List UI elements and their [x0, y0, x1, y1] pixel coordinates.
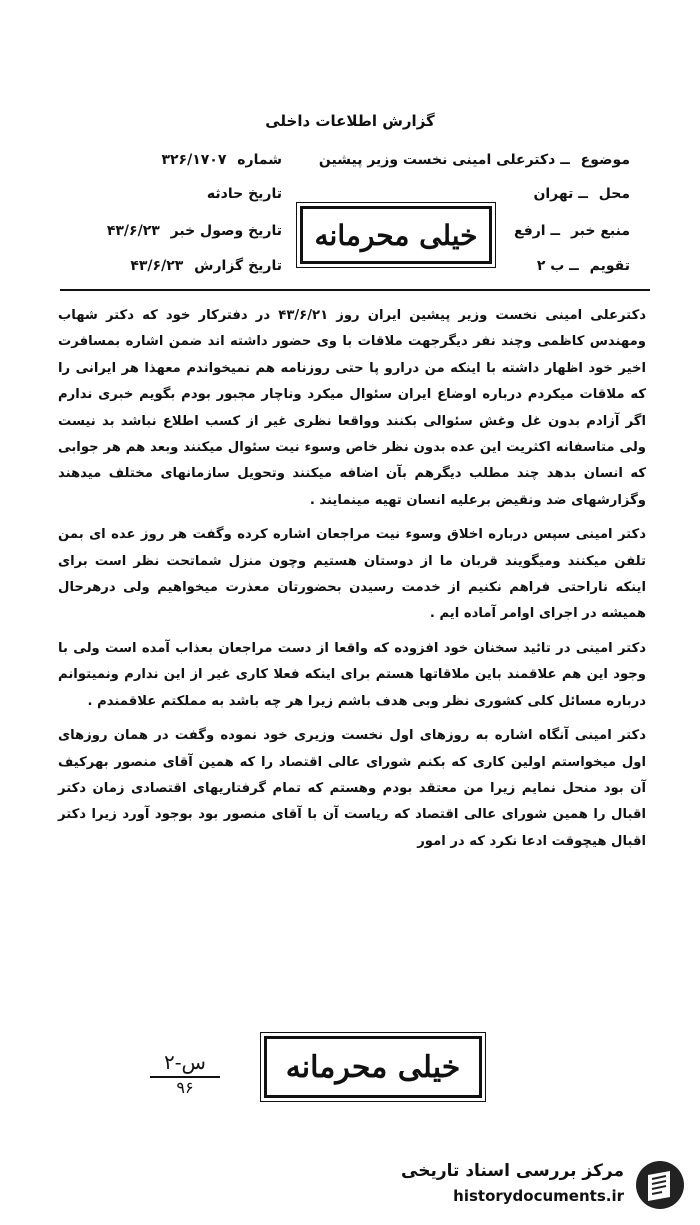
place-label: محل [598, 186, 630, 202]
number-value: ۳۲۶/۱۷۰۷ [161, 152, 227, 168]
paragraph: دکتر امینی سپس درباره اخلاق وسوء نیت مراجعان اشاره کرده وگفت هر روز عده ای بمن تلفن میکنند ومیگویند قربان ما از دوستان هستیم وچون منزل شماتحت نظر است برای اینکه ناراحتی فراهم نکنیم از خدمت رسیدن بحضورتان معذرت میخواهیم ولی درهرحال همیشه در اجرای اوامر آماده ایم . [58, 527, 646, 622]
number-field [161, 152, 282, 168]
event-date-field [201, 186, 282, 202]
report-date-value: ۴۳/۶/۲۳ [130, 258, 184, 274]
subject-value: دکترعلی امینی نخست وزیر پیشین [318, 152, 556, 168]
source-label: منبع خبر [570, 223, 630, 239]
watermark [386, 1155, 686, 1215]
archive-logo-icon [634, 1159, 686, 1211]
watermark-url[interactable]: historydocuments.ir [453, 1187, 624, 1205]
received-date-field [107, 223, 282, 239]
header-divider [60, 289, 650, 291]
calendar-label: تقویم [589, 258, 630, 274]
watermark-name: مرکز بررسی اسناد تاریخی [401, 1161, 624, 1181]
paragraph: دکتر امینی در تائید سخنان خود افزوده که واقعا از دست مراجعان بعذاب آمده است ولی با وجود این هم علاقمند باین ملاقاتها هستم برای اینکه فعلا کاری غیر از این ندارم ونمیتوانم درباره مسائل کلی کشوری نظر وبی هدف باشم زیرا هر چه باشد به مملکتم علاقمندم . [58, 640, 646, 709]
confidential-stamp-top: خیلی محرمانه [300, 206, 492, 264]
paragraph: دکترعلی امینی نخست وزیر پیشین ایران روز ۴۳/۶/۲۱ در دفترکار خود که دکتر شهاب ومهندس کاظمی وچند نفر دیگرجهت ملاقات با وی حضور داشته اند ضمن اشاره بمسافرت اخیر خود اظهار داشته با اینکه من درارو پا حتی روزنامه هم نمیخواندم معهذا هر ایرانی را که ملاقات میکردم درباره اوضاع ایران سئوال میکرد وناچار مجبور بودم بگویم خبری ندارم اگر آزادم بدون غل وغش سئوالی بکنند وواقعا نظری غیر از کسب اطلاع نباشد بد نیست ولی متاسفانه اکثریت این عده بدون نظر خاص وسوء نیت سئوال میکنند وبعد هم هر جوابی که انسان بدهد چند مطلب دیگرهم بآن اضافه میکنند وتحویل سازمانهای مختلف میدهند وگزارشهای ضد ونقیض برعلیه انسان تهیه مینمایند . [58, 308, 647, 508]
source-value: ارفع [514, 223, 546, 239]
received-date-value: ۴۳/۶/۲۳ [106, 223, 160, 239]
received-date-label: تاریخ وصول خبر [170, 223, 282, 239]
handwritten-file-note [150, 1050, 220, 1097]
source-field: منبع خبر ــ ارفع [514, 223, 630, 239]
place-value: تهران [533, 186, 574, 202]
handwritten-note-bottom: ۹۶ [176, 1078, 194, 1097]
report-date-label: تاریخ گزارش [194, 258, 282, 274]
place-field: محل ــ تهران [533, 186, 630, 202]
number-label: شماره [237, 152, 282, 168]
calendar-field: تقویم ــ ب ۲ [536, 258, 630, 274]
subject-label: موضوع [580, 152, 630, 168]
report-date-field [130, 258, 282, 274]
paragraph: دکتر امینی آنگاه اشاره به روزهای اول نخست وزیری خود نموده وگفت در همان روزهای اول میخواستم اولین کاری که بکنم شورای عالی اقتصاد را که همین آقای منصور بهرکیف آن بود منحل نمایم زیرا من معتقد بودم وهستم که تمام گرفتاریهای اقتصادی زمان دکتر اقبال را همین شورای عالی اقتصاد که ریاست آن با آقای منصور بود بوجود آورد زیرا دکتر اقبال هیچوقت ادعا نکرد که در امور [58, 728, 646, 849]
document-title: گزارش اطلاعات داخلی [265, 112, 435, 130]
subject-field: موضوع ــ دکترعلی امینی نخست وزیر پیشین [318, 152, 630, 168]
confidential-stamp-bottom: خیلی محرمانه [264, 1036, 482, 1098]
handwritten-note-top: ۲-س [150, 1050, 220, 1078]
calendar-value: ب ۲ [536, 258, 565, 274]
report-body [58, 303, 646, 863]
event-date-label: تاریخ حادثه [206, 186, 282, 202]
